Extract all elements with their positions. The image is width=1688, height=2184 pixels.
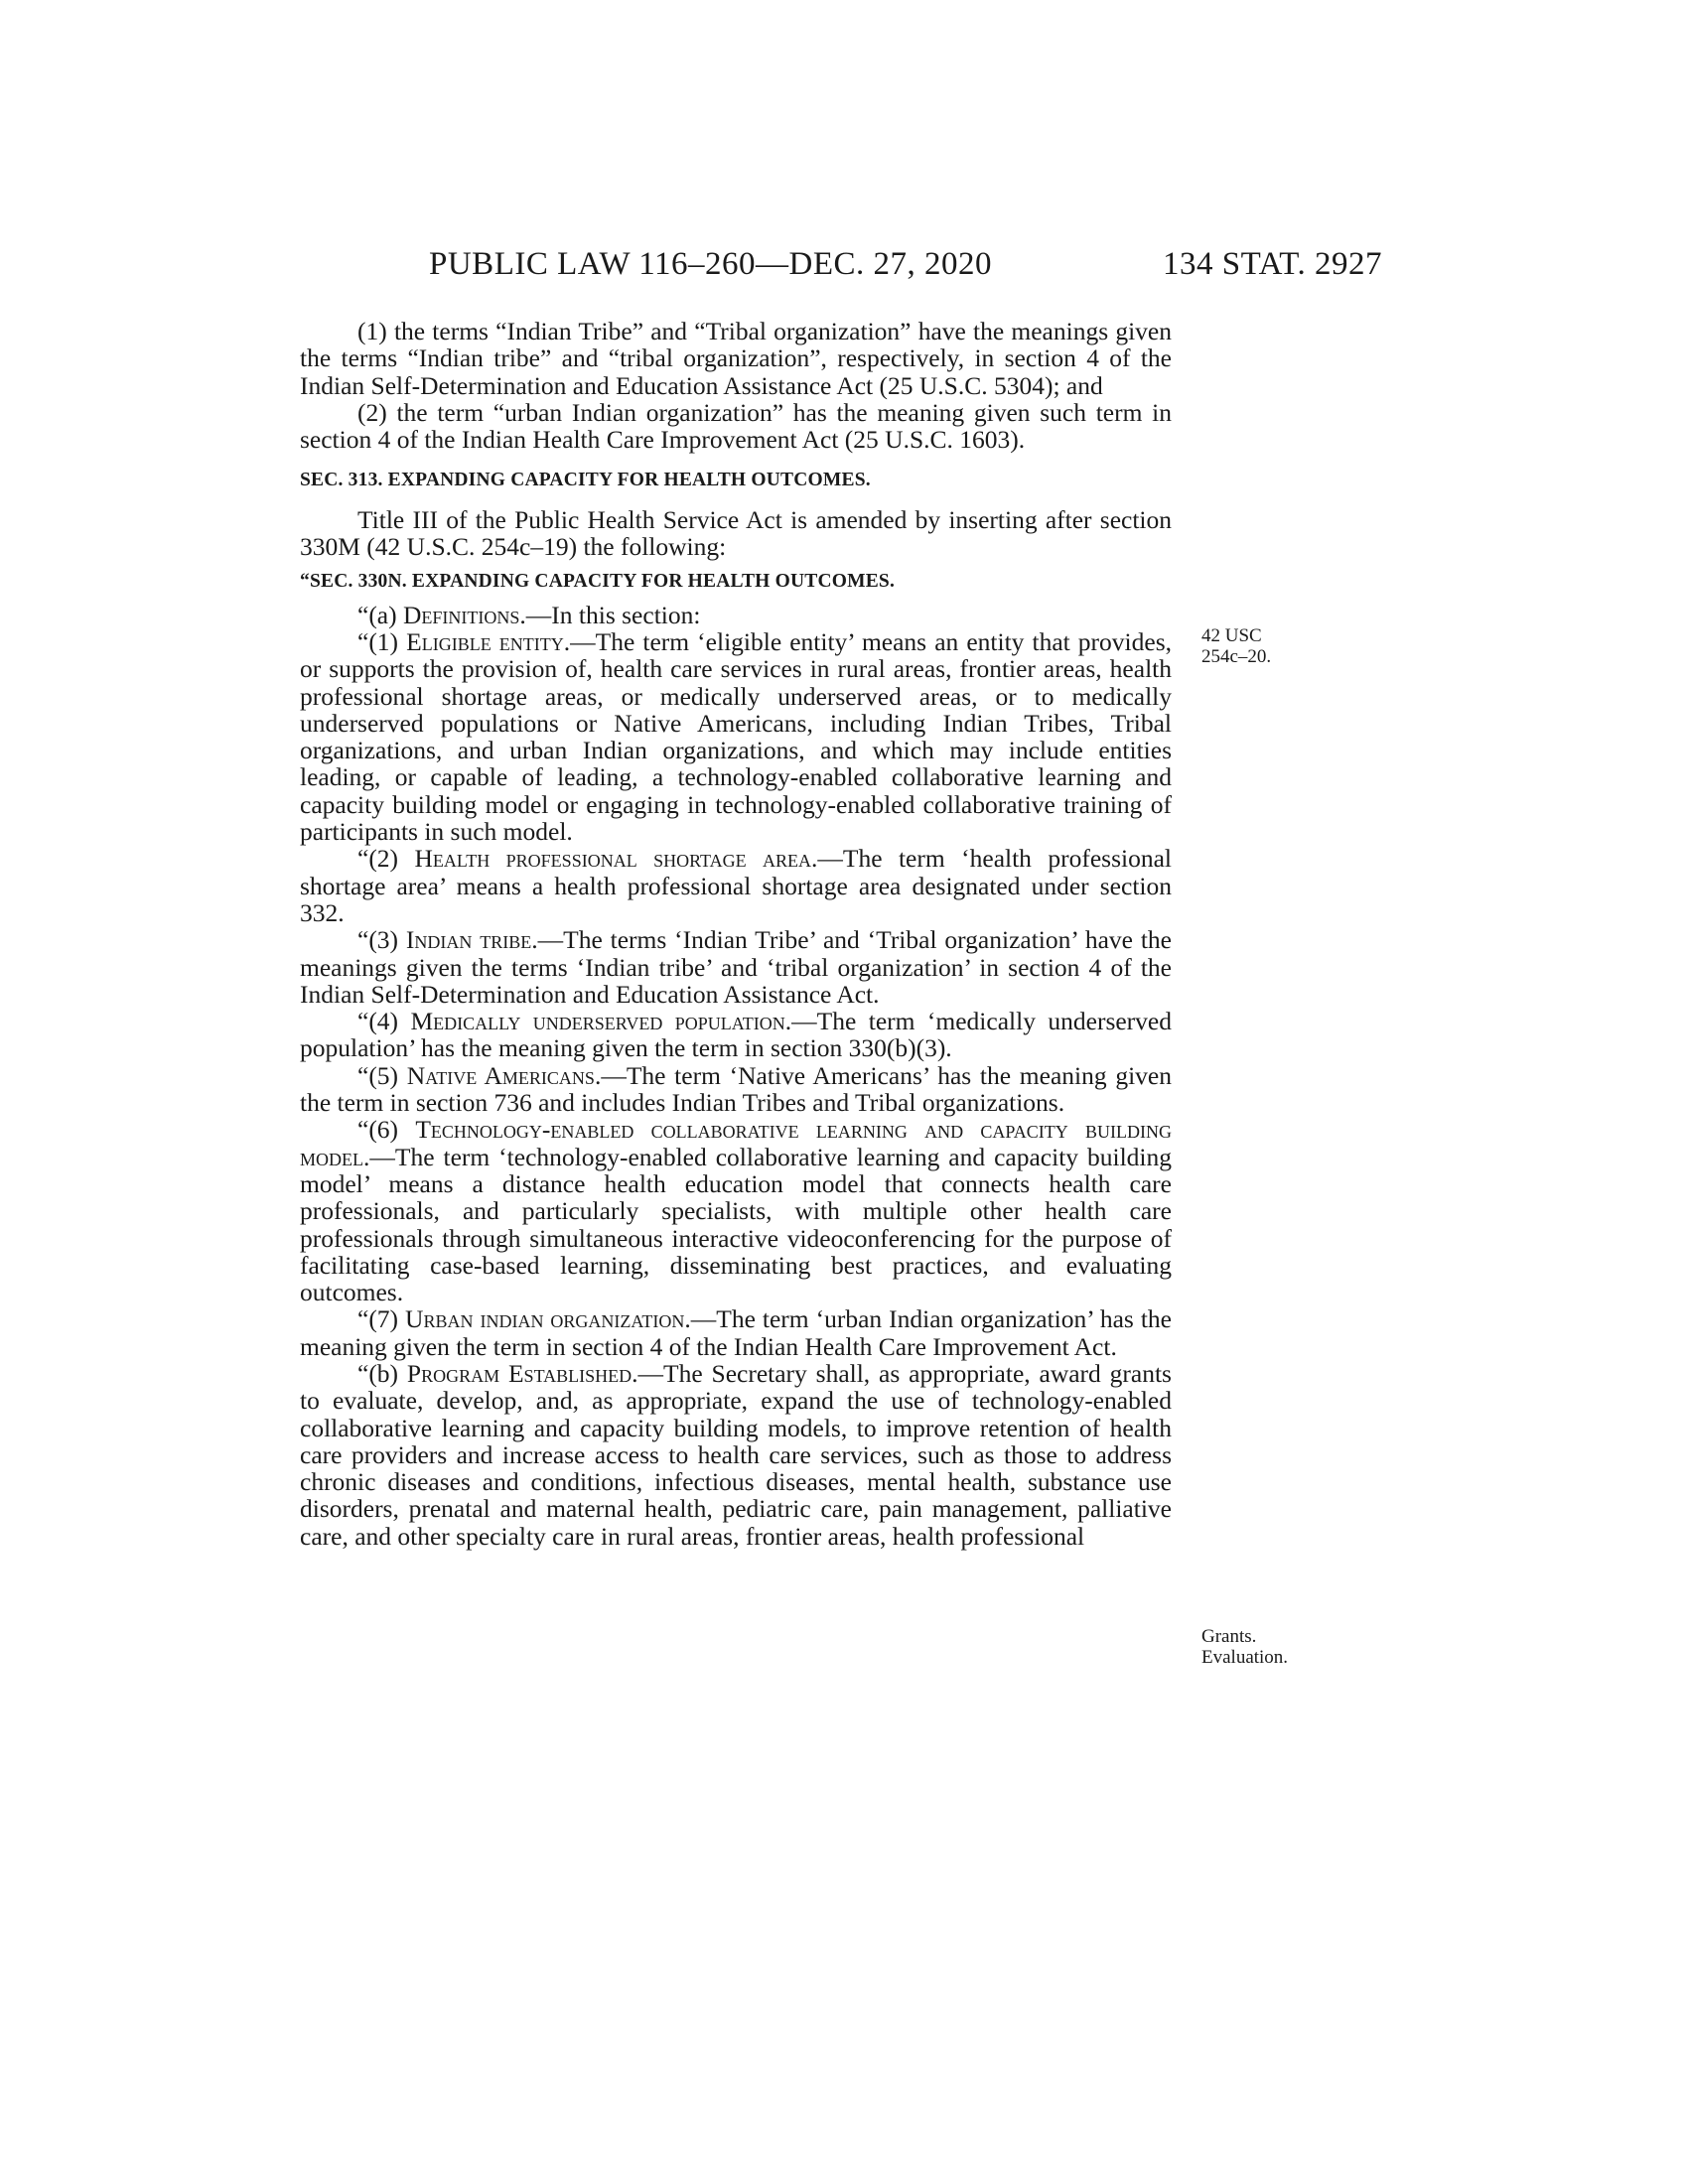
definition-hpsa xyxy=(300,845,1172,926)
definition-1-text: .—The term ‘eligible entity’ means an entity that provides, or supports the provision of, health care services in rural areas, frontier areas, health professional shortage areas, or medically underserved areas, or to medically underserved populations or Native Americans, including Indian Tribes, Tribal organizations, and urban Indian organizations, and which may include entities leading, or capable of leading, a technology-enabled collaborative learning and capacity building model or engaging in technology-enabled collaborative training of participants in such model. xyxy=(300,626,1172,847)
definition-1-heading: Eligible entity xyxy=(406,626,564,656)
definition-6-text: .—The term ‘technology-enabled collaborative learning and capacity building model’ means a distance health education model that connects health care professionals, and particularly specialists, with multiple other health care professionals through simultaneous interactive videoconferencing for the purpose of facilitating case-based learning, disseminating best practices, and evaluating outcomes. xyxy=(300,1142,1172,1307)
definition-4-text: .—The term ‘medically underserved population’ has the meaning given the term in section 330(b)(3). xyxy=(300,1007,1172,1063)
header-stat-citation: 134 STAT. 2927 xyxy=(1162,246,1382,282)
definition-6-heading: Technology-enabled collaborative learning and capacity building model xyxy=(300,1115,1172,1171)
paragraph-amendment-intro: Title III of the Public Health Service Act is amended by inserting after section 330M (42 U.S.C. 254c–19) the following: xyxy=(300,504,1172,562)
subsection-b-program xyxy=(300,1360,1172,1550)
document-body xyxy=(300,318,1172,1550)
definition-2-heading: Health professional shortage area xyxy=(414,844,812,874)
definition-eligible-entity xyxy=(300,628,1172,845)
margin-note-usc xyxy=(1201,625,1271,667)
definition-5-text: .—The term ‘Native Americans’ has the meaning given the term in section 736 and includes Indian Tribes and Tribal organizations. xyxy=(300,1060,1172,1118)
definition-tech-enabled-model xyxy=(300,1116,1172,1305)
paragraph-term-urban-indian-org: (2) the term “urban Indian organization” has the meaning given such term in section 4 of the Indian Health Care Improvement Act (25 U.S.C. 1603). xyxy=(300,397,1172,455)
definition-1-lead: “(1) xyxy=(357,626,407,656)
margin-note-usc-line2: 254c–20. xyxy=(1201,646,1272,667)
definition-indian-tribe xyxy=(300,926,1172,1008)
subsection-a-text: .—In this section: xyxy=(519,600,701,629)
paragraph-term-indian-tribe: (1) the terms “Indian Tribe” and “Tribal organization” have the meanings given the terms “Indian tribe” and “tribal organization”, respectively, in section 4 of the Indian Self-Determination and Education Assistance Act (25 U.S.C. 5304); and xyxy=(300,317,1172,400)
running-header xyxy=(298,246,1382,286)
definition-7-heading: Urban indian organization xyxy=(405,1304,685,1334)
margin-note-grants xyxy=(1201,1626,1288,1668)
margin-note-usc-line1: 42 USC xyxy=(1201,625,1262,646)
definition-7-lead: “(7) xyxy=(357,1304,406,1334)
subsection-a-lead: “(a) xyxy=(357,600,403,629)
definition-4-heading: Medically underserved population xyxy=(410,1007,785,1036)
section-heading-313: SEC. 313. EXPANDING CAPACITY FOR HEALTH OUTCOMES. xyxy=(300,470,871,491)
definition-4-lead: “(4) xyxy=(357,1007,411,1036)
margin-note-evaluation-line: Evaluation. xyxy=(1201,1647,1289,1668)
definition-native-americans xyxy=(300,1062,1172,1117)
subsection-b-heading: Program Established xyxy=(406,1358,633,1388)
header-title: PUBLIC LAW 116–260—DEC. 27, 2020 xyxy=(429,246,993,282)
definition-7-text: .—The term ‘urban Indian organization’ has the meaning given the term in section 4 of the Indian Health Care Improvement Act. xyxy=(300,1304,1172,1361)
subsection-a-definitions xyxy=(300,602,1172,628)
subsection-b-text: .—The Secretary shall, as appropriate, award grants to evaluate, develop, and, as appropriate, expand the use of technology-enabled collaborative learning and capacity building models, to improve retention of health care providers and increase access to health care services, such as those to address chronic diseases and conditions, infectious diseases, mental health, substance use disorders, prenatal and maternal health, pediatric care, pain management, palliative care, and other specialty care in rural areas, frontier areas, health professional xyxy=(300,1358,1172,1551)
subsection-a-heading: Definitions xyxy=(403,600,520,629)
definition-6-lead: “(6) xyxy=(357,1115,416,1145)
definition-3-lead: “(3) xyxy=(357,925,406,955)
definition-urban-indian-org xyxy=(300,1305,1172,1360)
margin-note-grants-line: Grants. xyxy=(1201,1626,1257,1647)
section-heading-330n: “SEC. 330N. EXPANDING CAPACITY FOR HEALTH OUTCOMES. xyxy=(300,571,896,593)
subsection-b-lead: “(b) xyxy=(357,1358,407,1388)
definition-3-text: .—The terms ‘Indian Tribe’ and ‘Tribal organization’ have the meanings given the terms ‘Indian tribe’ and ‘tribal organization’ in section 4 of the Indian Self-Determination and Education Assistance Act. xyxy=(300,925,1172,1009)
definition-medically-underserved xyxy=(300,1008,1172,1062)
definition-2-lead: “(2) xyxy=(357,844,415,874)
definition-3-heading: Indian tribe xyxy=(405,925,532,955)
definition-5-lead: “(5) xyxy=(357,1060,407,1090)
definition-2-text: .—The term ‘health professional shortage area’ means a health professional shortage area designated under section 332. xyxy=(300,844,1172,927)
definition-5-heading: Native Americans xyxy=(406,1060,595,1090)
